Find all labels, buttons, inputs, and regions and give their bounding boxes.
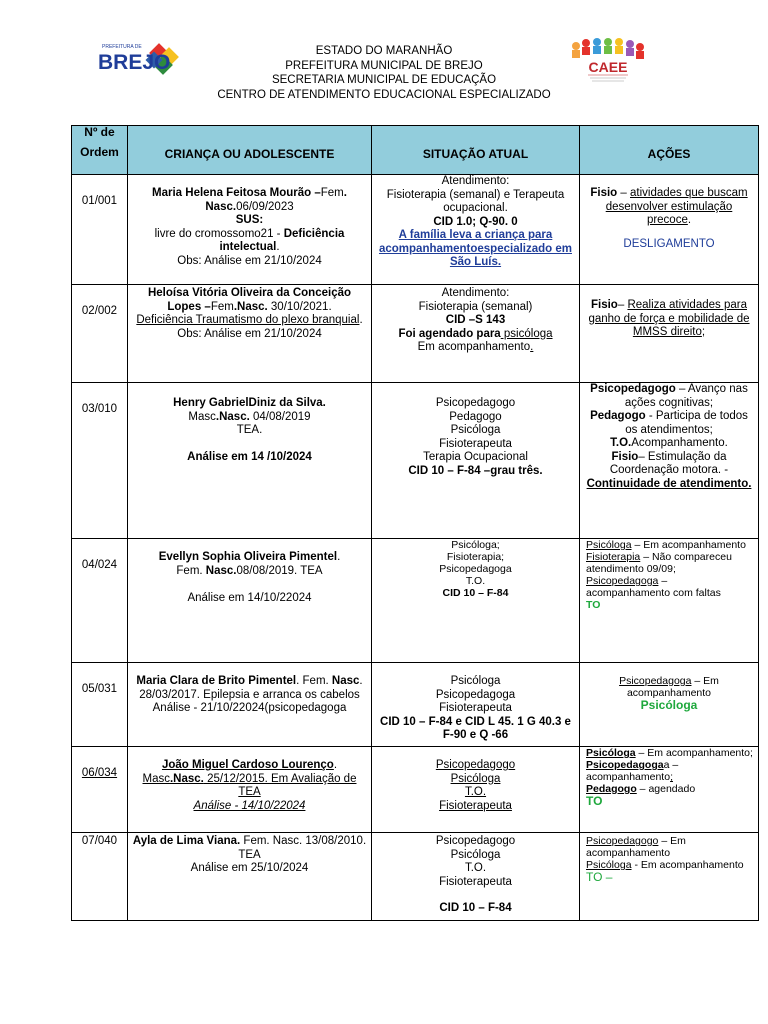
table-row: [72, 175, 759, 285]
col-header-acoes: AÇÕES: [580, 126, 759, 175]
row-situacao: Psicopedagogo Psicóloga T.O. Fisioterapeuta: [372, 747, 580, 833]
brejo-logo: [96, 40, 184, 80]
students-table: [71, 125, 759, 921]
row-acoes: Psicopedagogo – Em acompanhamento Psicóloga - Em acompanhamento TO –: [580, 833, 759, 921]
row-situacao: Psicopedagogo Pedagogo Psicóloga Fisioterapeuta Terapia Ocupacional CID 10 – F-84 –grau três.: [372, 383, 580, 539]
table-row: [72, 539, 759, 663]
row-ordem: 04/024: [72, 539, 128, 663]
header-line-4: CENTRO DE ATENDIMENTO EDUCACIONAL ESPECIALIZADO: [217, 88, 551, 101]
row-crianca: Henry GabrielDiniz da Silva. Masc.Nasc. 04/08/2019 TEA. Análise em 14 /10/2024: [128, 383, 372, 539]
row-crianca: Maria Helena Feitosa Mourão –Fem. Nasc.06/09/2023 SUS: livre do cromossomo21 - Deficiência intelectual. Obs: Análise em 21/10/2024: [128, 175, 372, 285]
page-header: [0, 0, 768, 120]
col-header-ordem: Nº de Ordem: [72, 126, 128, 175]
desligamento-label: DESLIGAMENTO: [623, 237, 715, 250]
row-situacao: Atendimento: Fisioterapia (semanal) e Terapeuta ocupacional. CID 1.0; Q-90. 0 A família leva a criança para acompanhamentoespecializado em São Luís.: [372, 175, 580, 285]
row-acoes: Psicóloga – Em acompanhamento Fisioterapia – Não compareceu atendimento 09/09; Psicopedagoga – acompanhamento com faltas TO: [580, 539, 759, 663]
row-acoes: Psicopedagogo – Avanço nas ações cognitivas; Pedagogo - Participa de todos os atendimentos; T.O.Acompanhamento. Fisio– Estimulação da Coordenação motora. - Continuidade de atendimento.: [580, 383, 759, 539]
col-header-situacao: SITUAÇÃO ATUAL: [372, 126, 580, 175]
row-ordem: 05/031: [72, 663, 128, 747]
row-acoes: Psicopedagoga – Em acompanhamento Psicóloga: [580, 663, 759, 747]
row-acoes: Fisio – atividades que buscam desenvolver estimulação precoce. DESLIGAMENTO: [580, 175, 759, 285]
header-line-2: PREFEITURA MUNICIPAL DE BREJO: [285, 59, 483, 72]
row-acoes: Fisio– Realiza atividades para ganho de força e mobilidade de MMSS direito;: [580, 285, 759, 383]
table-row: [72, 747, 759, 833]
row-situacao: Atendimento: Fisioterapia (semanal) CID –S 143 Foi agendado para psicóloga Em acompanhamento.: [372, 285, 580, 383]
row-crianca: Heloísa Vitória Oliveira da Conceição Lopes –Fem.Nasc. 30/10/2021. Deficiência Traumatismo do plexo branquial. Obs: Análise em 21/10/2024: [128, 285, 372, 383]
table-row: [72, 663, 759, 747]
row-situacao: Psicóloga Psicopedagoga Fisioterapeuta CID 10 – F-84 e CID L 45. 1 G 40.3 e F-90 e Q -66: [372, 663, 580, 747]
row-crianca: Evellyn Sophia Oliveira Pimentel. Fem. Nasc.08/08/2019. TEA Análise em 14/10/22024: [128, 539, 372, 663]
table-row: [72, 285, 759, 383]
row-ordem: 03/010: [72, 383, 128, 539]
brejo-logo-small: PREFEITURA DE: [102, 44, 142, 50]
family-note: A família leva a criança para acompanhamentoespecializado em São Luís.: [378, 229, 572, 268]
row-ordem: 01/001: [72, 175, 128, 285]
header-line-1: ESTADO DO MARANHÃO: [315, 45, 453, 57]
row-ordem: 07/040: [72, 833, 128, 921]
table-header-row: [72, 126, 759, 175]
row-crianca: João Miguel Cardoso Lourenço. Masc.Nasc. 25/12/2015. Em Avaliação de TEA Análise - 14/10/22024: [128, 747, 372, 833]
col-header-crianca: CRIANÇA OU ADOLESCENTE: [128, 126, 372, 175]
row-acoes: Psicóloga – Em acompanhamento; Psicopedagogaa – acompanhamento; Pedagogo – agendado TO: [580, 747, 759, 833]
header-title-block: [180, 44, 588, 102]
caee-logo: [568, 37, 648, 83]
row-situacao: Psicopedagogo Psicóloga T.O. Fisioterapeuta CID 10 – F-84: [372, 833, 580, 921]
brejo-logo-text: BREJO: [98, 51, 171, 74]
table-row: [72, 833, 759, 921]
table-row: [72, 383, 759, 539]
caee-logo-text: CAEE: [588, 59, 628, 75]
row-ordem: 06/034: [72, 747, 128, 833]
row-ordem: 02/002: [72, 285, 128, 383]
header-line-3: SECRETARIA MUNICIPAL DE EDUCAÇÃO: [271, 74, 497, 86]
row-situacao: Psicóloga; Fisioterapia; Psicopedagoga T.O. CID 10 – F-84: [372, 539, 580, 663]
row-crianca: Ayla de Lima Viana. Fem. Nasc. 13/08/2010. TEA Análise em 25/10/2024: [128, 833, 372, 921]
row-crianca: Maria Clara de Brito Pimentel. Fem. Nasc. 28/03/2017. Epilepsia e arranca os cabelos Análise - 21/10/22024(psicopedagoga: [128, 663, 372, 747]
